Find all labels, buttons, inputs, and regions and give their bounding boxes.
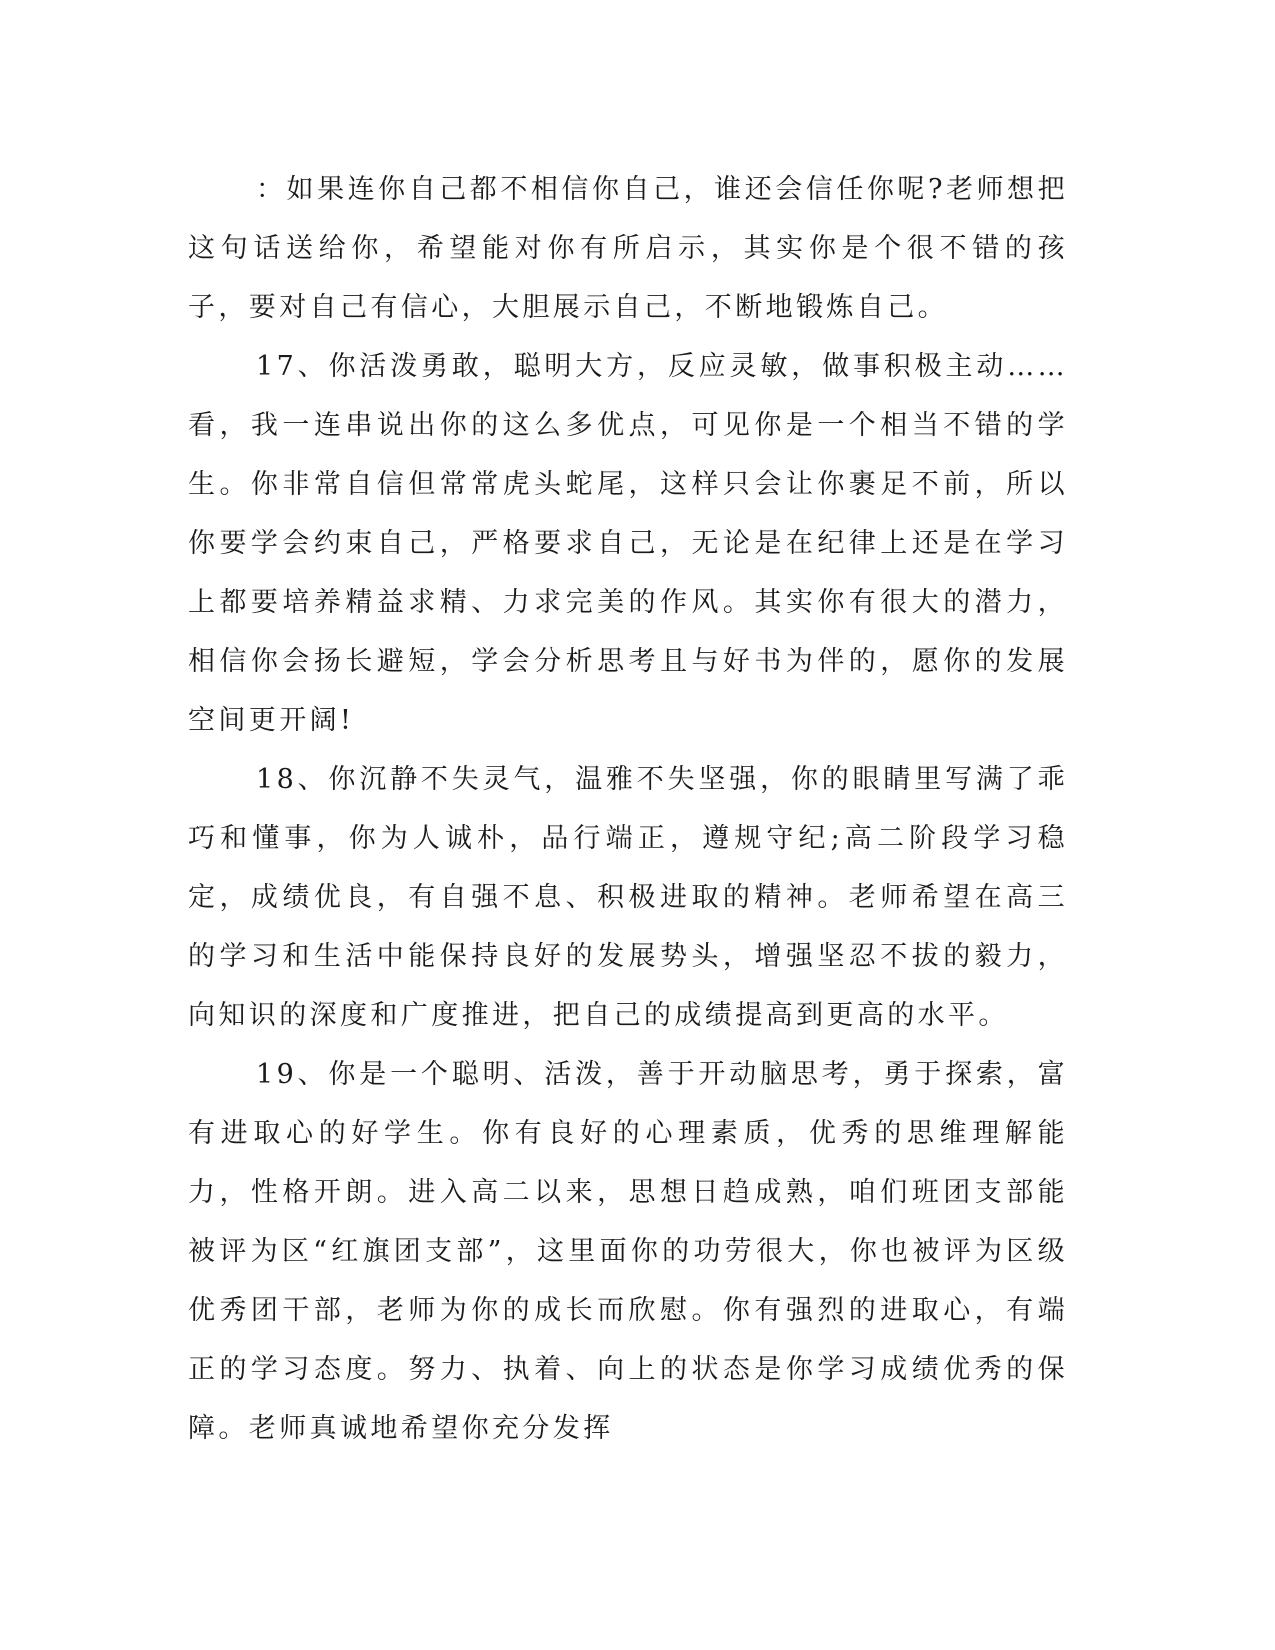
paragraph-19: 19、你是一个聪明、活泼，善于开动脑思考，勇于探索，富有进取心的好学生。你有良好的心理素质，优秀的思维理解能力，性格开朗。进入高二以来，思想日趋成熟，咱们班团支部能被评为区“红旗团支部”，这里面你的功劳很大，你也被评为区级优秀团干部，老师为你的成长而欣慰。你有强烈的进取心，有端正的学习态度。努力、执着、向上的状态是你学习成绩优秀的保障。老师真诚地希望你充分发挥 [188,1059,1068,1444]
paragraph-18: 18、你沉静不失灵气，温雅不失坚强，你的眼睛里写满了乖巧和懂事，你为人诚朴，品行端正，遵规守纪;高二阶段学习稳定，成绩优良，有自强不息、积极进取的精神。老师希望在高三的学习和生活中能保持良好的发展势头，增强坚忍不拔的毅力，向知识的深度和广度推进，把自己的成绩提高到更高的水平。 [188,764,1068,1031]
paragraph-17: 17、你活泼勇敢，聪明大方，反应灵敏，做事积极主动……看，我一连串说出你的这么多优点，可见你是一个相当不错的学生。你非常自信但常常虎头蛇尾，这样只会让你裹足不前，所以你要学会约束自己，严格要求自己，无论是在纪律上还是在学习上都要培养精益求精、力求完美的作风。其实你有很大的潜力，相信你会扬长避短，学会分析思考且与好书为伴的，愿你的发展空间更开阔! [188,351,1068,736]
document-body [188,160,1068,1458]
paragraph-continuation: ：如果连你自己都不相信你自己，谁还会信任你呢?老师想把这句话送给你，希望能对你有所启示，其实你是个很不错的孩子，要对自己有信心，大胆展示自己，不断地锻炼自己。 [188,174,1068,323]
